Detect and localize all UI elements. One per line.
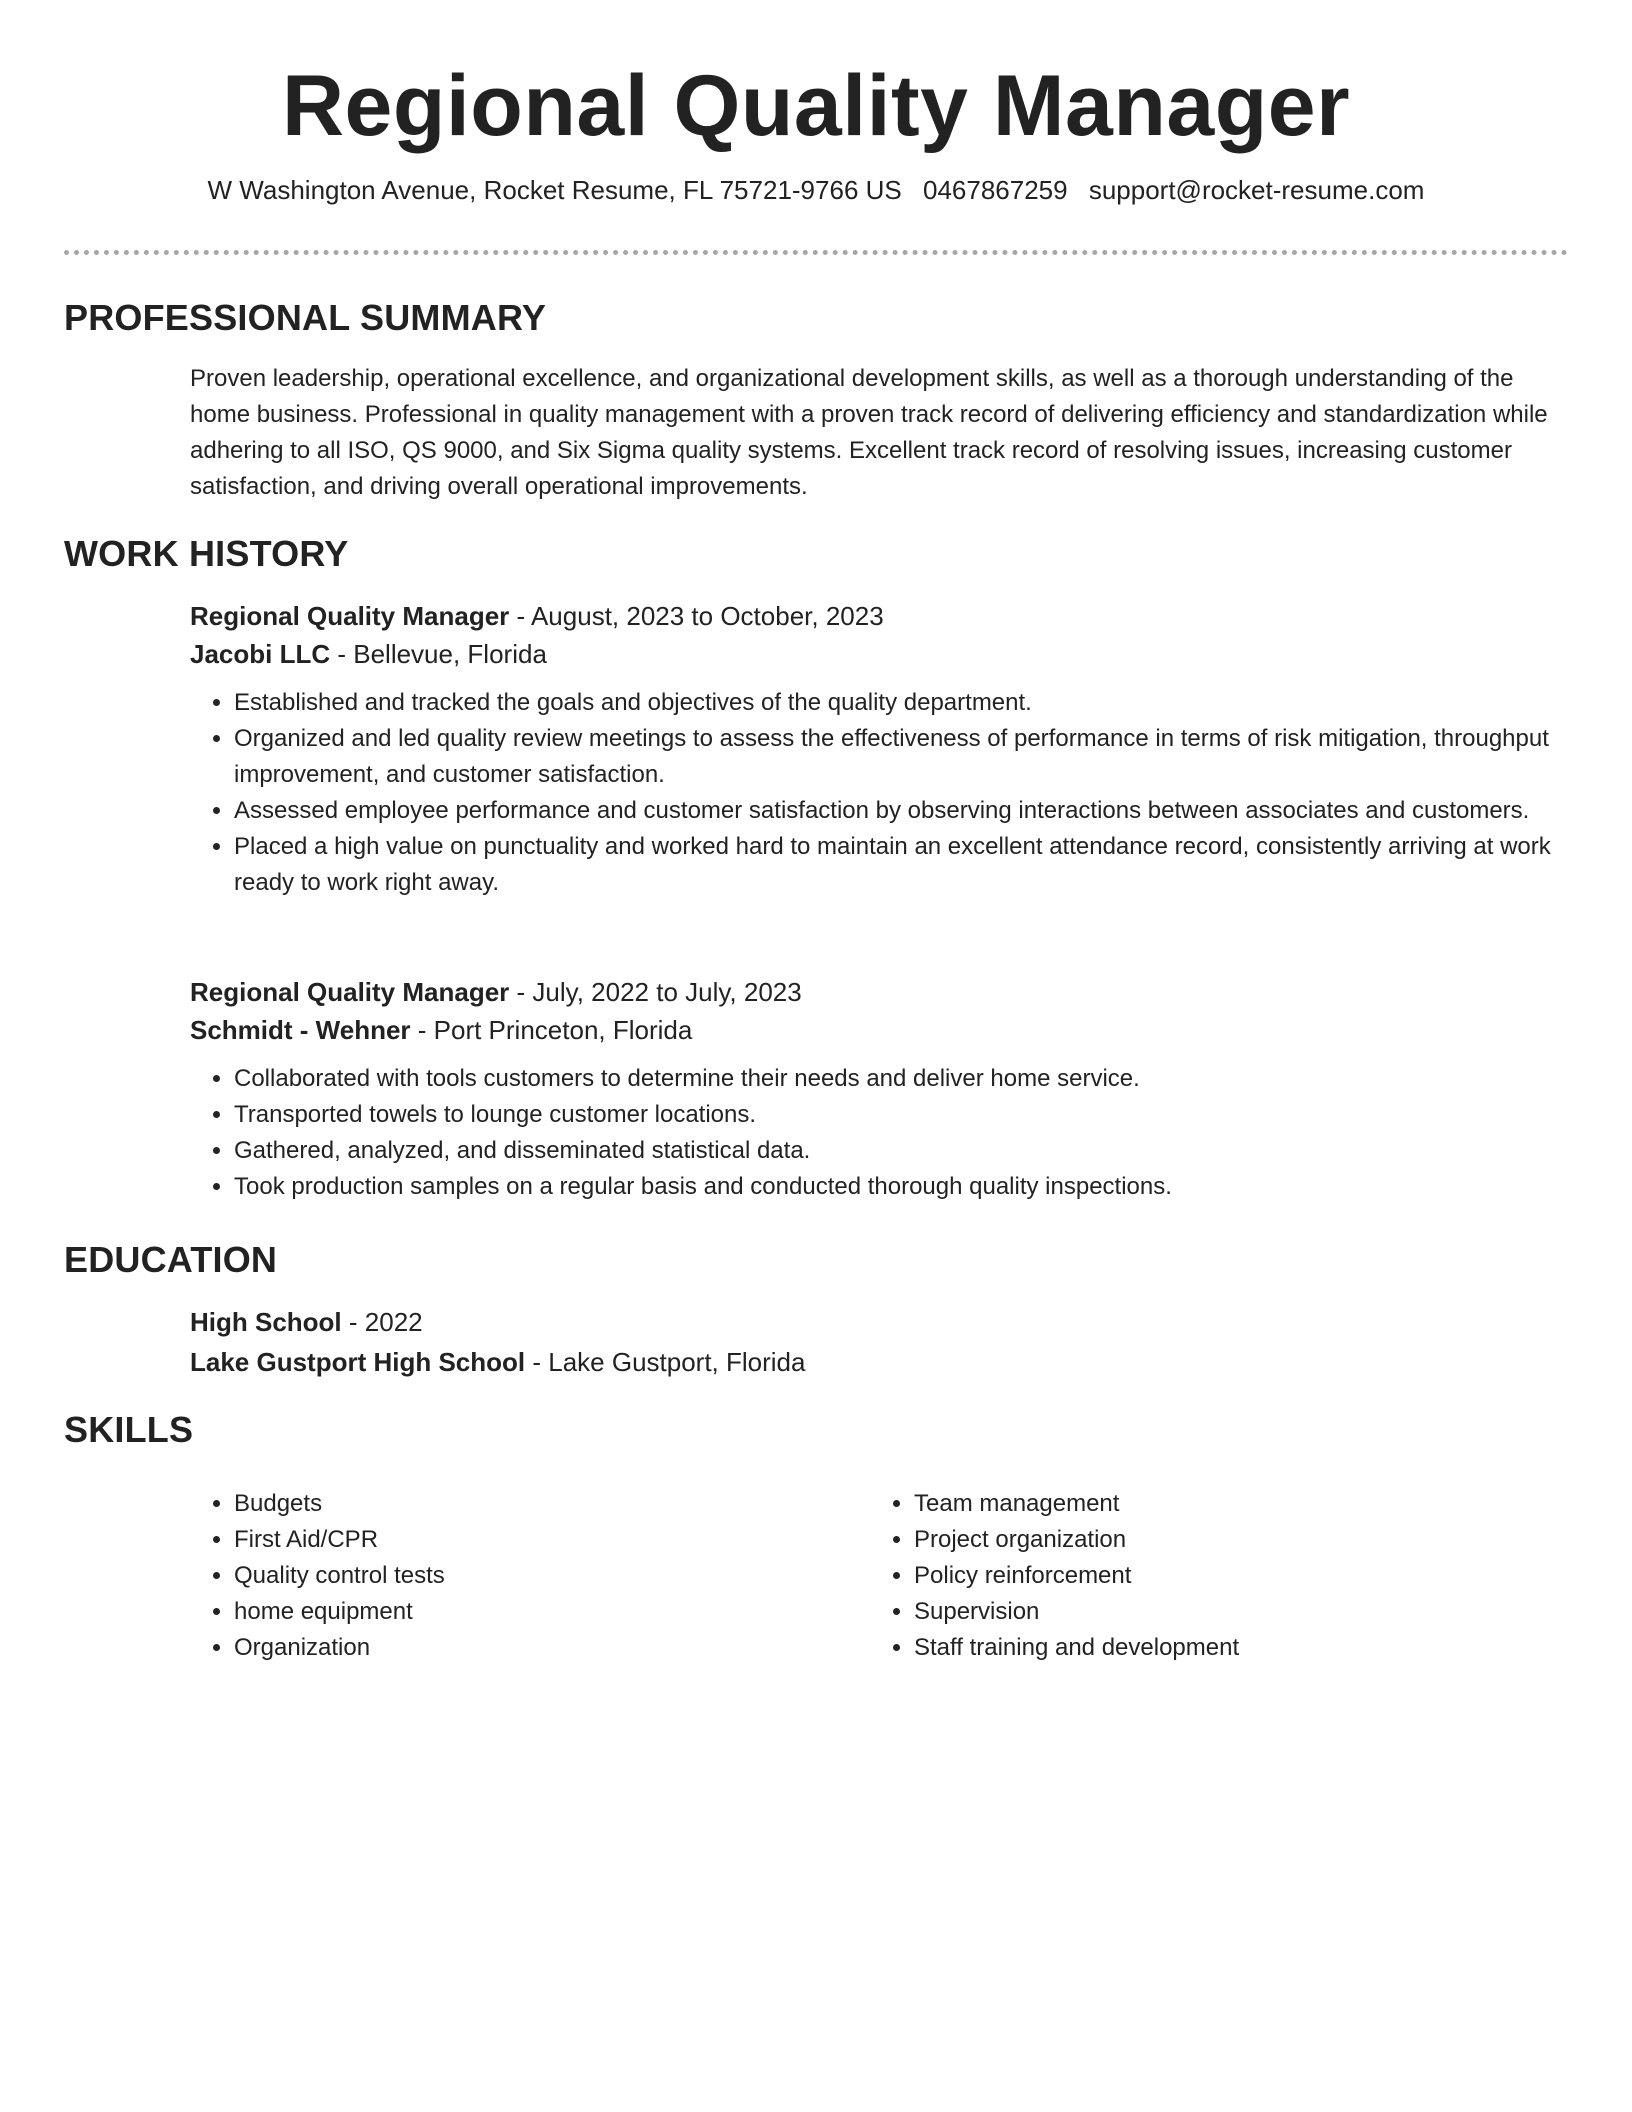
job-bullet: • Collaborated with tools customers to determine their needs and deliver home service. [234,1061,1566,1097]
skills-left-list [190,1486,870,1666]
job-company: Jacobi LLC [190,639,331,669]
skill-item: • Supervision [914,1594,1550,1630]
skill-item: • Budgets [234,1486,870,1522]
job-company: Schmidt - Wehner [190,1015,411,1045]
job-bullet: • Organized and led quality review meetings to assess the effectiveness of performance in terms of risk mitigation, throughput improvement, and customer satisfaction. [234,721,1566,793]
job-location: - Bellevue, Florida [330,639,547,669]
job-bullet: • Established and tracked the goals and objectives of the quality department. [234,685,1566,721]
section-title-summary: PROFESSIONAL SUMMARY [64,297,547,338]
job-location: - Port Princeton, Florida [410,1015,693,1045]
skills-column-right [870,1486,1550,1666]
skill-item: • Quality control tests [234,1558,870,1594]
resume-name: Regional Quality Manager [281,58,1351,154]
section-title-skills: SKILLS [64,1409,194,1450]
contact-line [0,170,1632,210]
education-year: - 2022 [341,1307,423,1337]
job-bullet: • Transported towels to lounge customer locations. [234,1097,1566,1133]
skill-item: • Team management [914,1486,1550,1522]
section-title-work: WORK HISTORY [64,533,349,574]
skills-right-list [870,1486,1550,1666]
summary-text: Proven leadership, operational excellence, and organizational development skills, as well as a thorough understanding of the home business. Professional in quality management with a proven track record of delivering efficiency and standardization while adhering to all ISO, QS 9000, and Six Sigma quality systems. Excellent track record of resolving issues, increasing customer satisfaction, and driving overall operational improvements. [190,365,1548,500]
job-dates: - August, 2023 to October, 2023 [509,601,884,631]
job-company-line [190,1011,1566,1049]
summary-block [190,361,1566,505]
section-title-education: EDUCATION [64,1239,278,1280]
job-bullets [190,1061,1566,1205]
job-bullet: • Took production samples on a regular basis and conducted thorough quality inspections. [234,1169,1566,1205]
job-bullet: • Gathered, analyzed, and disseminated statistical data. [234,1133,1566,1169]
skill-item: • Project organization [914,1522,1550,1558]
address: W Washington Avenue, Rocket Resume, FL 75721-9766 US [207,175,902,205]
education-degree: High School [190,1307,342,1337]
skill-item: • Organization [234,1630,870,1666]
header-divider [64,250,1568,255]
job-entry [190,973,1566,1205]
job-bullet: • Placed a high value on punctuality and worked hard to maintain an excellent attendance record, consistently arriving at work ready to work right away. [234,829,1566,901]
job-dates: - July, 2022 to July, 2023 [509,977,802,1007]
job-bullet: • Assessed employee performance and customer satisfaction by observing interactions between associates and customers. [234,793,1566,829]
skill-item: • Staff training and development [914,1630,1550,1666]
job-role: Regional Quality Manager [190,601,510,631]
skill-item: • Policy reinforcement [914,1558,1550,1594]
education-school-line [190,1342,1566,1382]
job-bullets [190,685,1566,901]
skill-item: • First Aid/CPR [234,1522,870,1558]
education-school: Lake Gustport High School [190,1347,526,1377]
skill-item: • home equipment [234,1594,870,1630]
email: support@rocket-resume.com [1088,175,1425,205]
job-company-line [190,635,1566,673]
skills-list [190,1486,1566,1666]
job-role-line [190,973,1566,1011]
skills-column-left [190,1486,870,1666]
education-location: - Lake Gustport, Florida [525,1347,806,1377]
phone: 0467867259 [922,175,1068,205]
education-degree-line [190,1302,1566,1342]
job-entry [190,597,1566,901]
education-entry [190,1302,1566,1382]
job-role-line [190,597,1566,635]
job-role: Regional Quality Manager [190,977,510,1007]
